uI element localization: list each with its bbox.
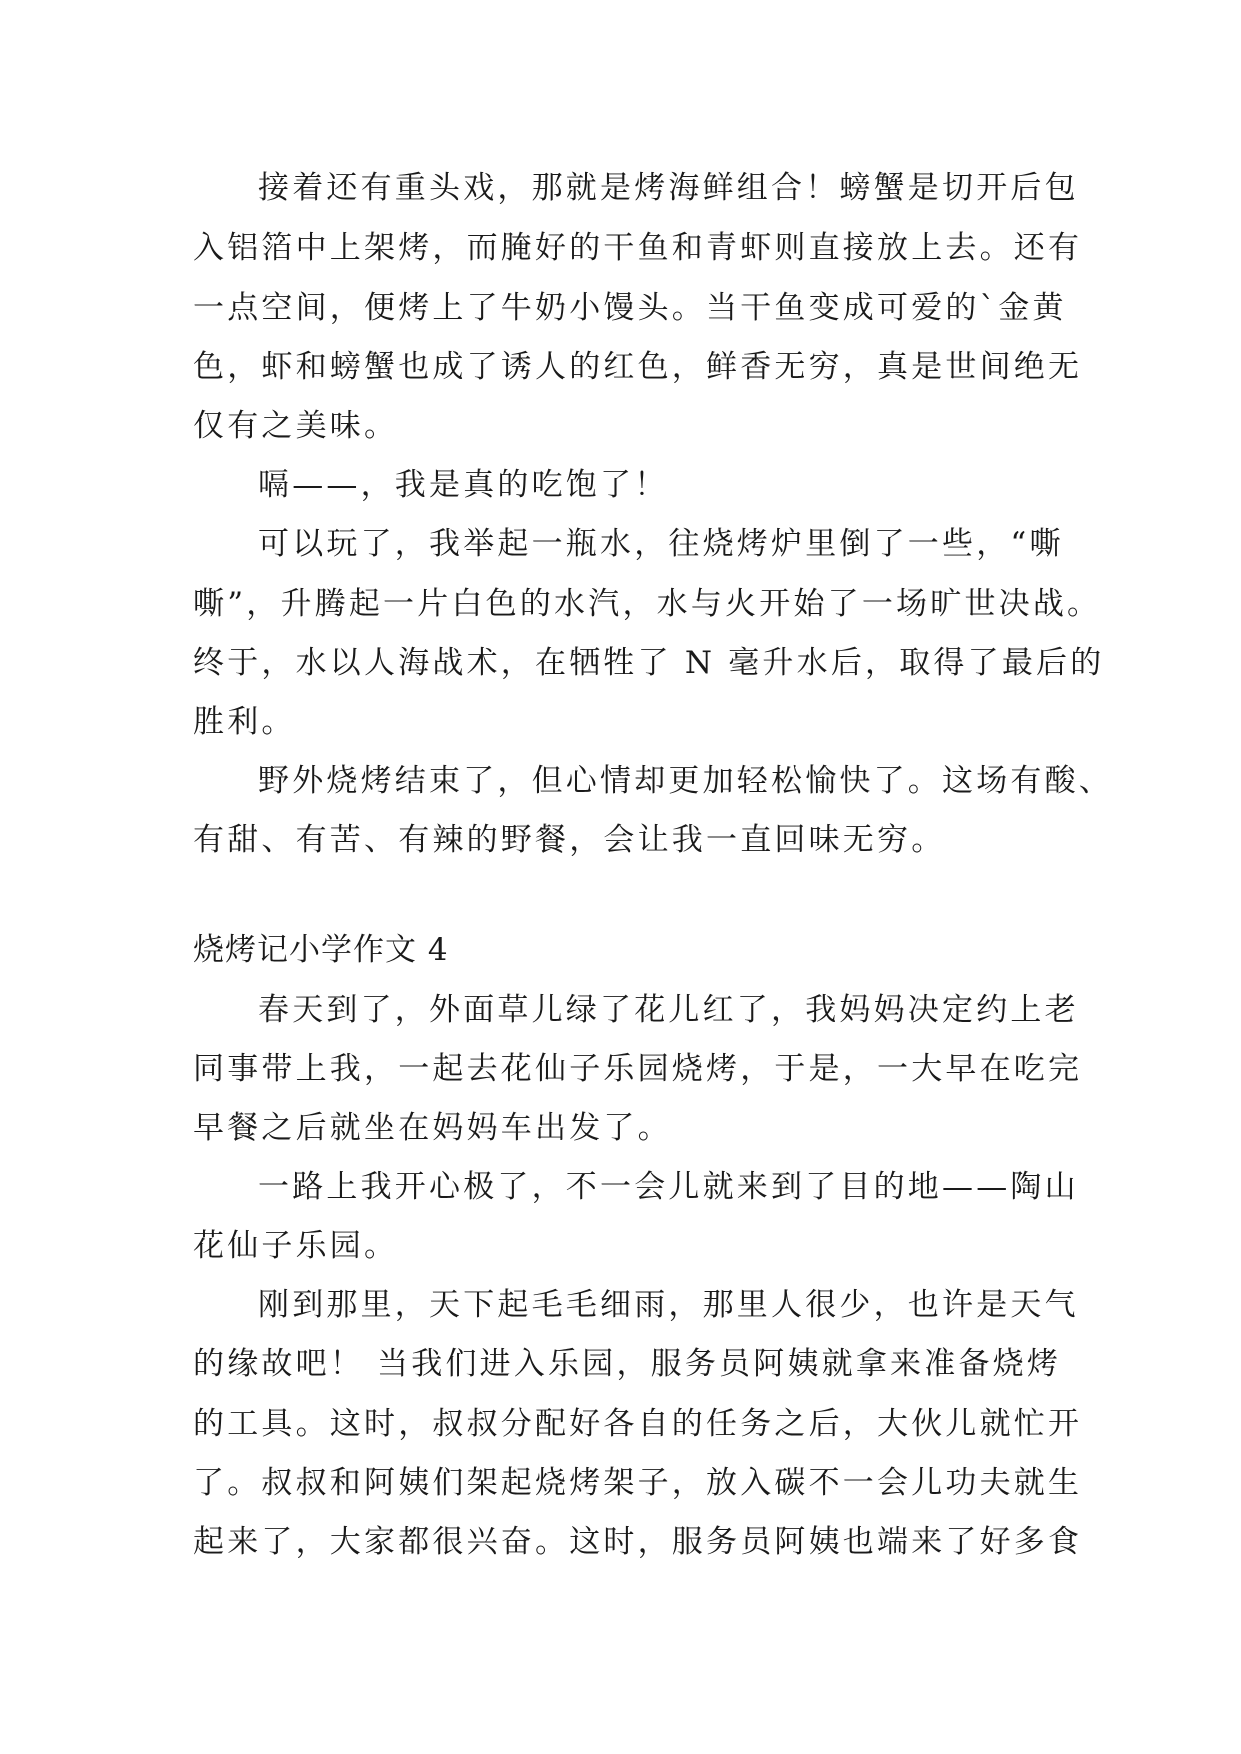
text-line: 刚到那里，天下起毛毛细雨，那里人很少，也许是天气 bbox=[258, 1287, 1079, 1323]
text-line: 终于，水以人海战术，在牺牲了 N 毫升水后，取得了最后的 bbox=[193, 645, 1105, 681]
section-title: 烧烤记小学作文 4 bbox=[193, 932, 449, 968]
text-line: 仅有之美味。 bbox=[193, 408, 399, 444]
text-line: 春天到了，外面草儿绿了花儿红了，我妈妈决定约上老 bbox=[258, 992, 1079, 1028]
text-line: 起来了，大家都很兴奋。这时，服务员阿姨也端来了好多食 bbox=[193, 1524, 1083, 1560]
text-line: 一路上我开心极了，不一会儿就来到了目的地——陶山 bbox=[258, 1169, 1079, 1205]
text-line: 嘶”，升腾起一片白色的水汽，水与火开始了一场旷世决战。 bbox=[193, 586, 1102, 622]
text-line: 一点空间，便烤上了牛奶小馒头。当干鱼变成可爱的`金黄 bbox=[193, 290, 1067, 326]
text-line: 嗝——，我是真的吃饱了！ bbox=[258, 467, 669, 503]
text-line: 色，虾和螃蟹也成了诱人的红色，鲜香无穷，真是世间绝无 bbox=[193, 349, 1083, 385]
text-line: 胜利。 bbox=[193, 704, 296, 740]
text-line: 早餐之后就坐在妈妈车出发了。 bbox=[193, 1110, 672, 1146]
text-line: 有甜、有苦、有辣的野餐，会让我一直回味无穷。 bbox=[193, 822, 946, 858]
text-line: 入铝箔中上架烤，而腌好的干鱼和青虾则直接放上去。还有 bbox=[193, 230, 1083, 266]
text-line: 接着还有重头戏，那就是烤海鲜组合！螃蟹是切开后包 bbox=[258, 170, 1079, 206]
text-line: 花仙子乐园。 bbox=[193, 1228, 399, 1264]
text-line: 的工具。这时，叔叔分配好各自的任务之后，大伙儿就忙开 bbox=[193, 1406, 1083, 1442]
text-line: 的缘故吧！ 当我们进入乐园，服务员阿姨就拿来准备烧烤 bbox=[193, 1346, 1062, 1382]
text-line: 同事带上我，一起去花仙子乐园烧烤，于是，一大早在吃完 bbox=[193, 1051, 1083, 1087]
text-line: 野外烧烤结束了，但心情却更加轻松愉快了。这场有酸、 bbox=[258, 763, 1113, 799]
text-line: 了。叔叔和阿姨们架起烧烤架子，放入碳不一会儿功夫就生 bbox=[193, 1465, 1083, 1501]
text-line: 可以玩了，我举起一瓶水，往烧烤炉里倒了一些，“嘶 bbox=[258, 526, 1064, 562]
